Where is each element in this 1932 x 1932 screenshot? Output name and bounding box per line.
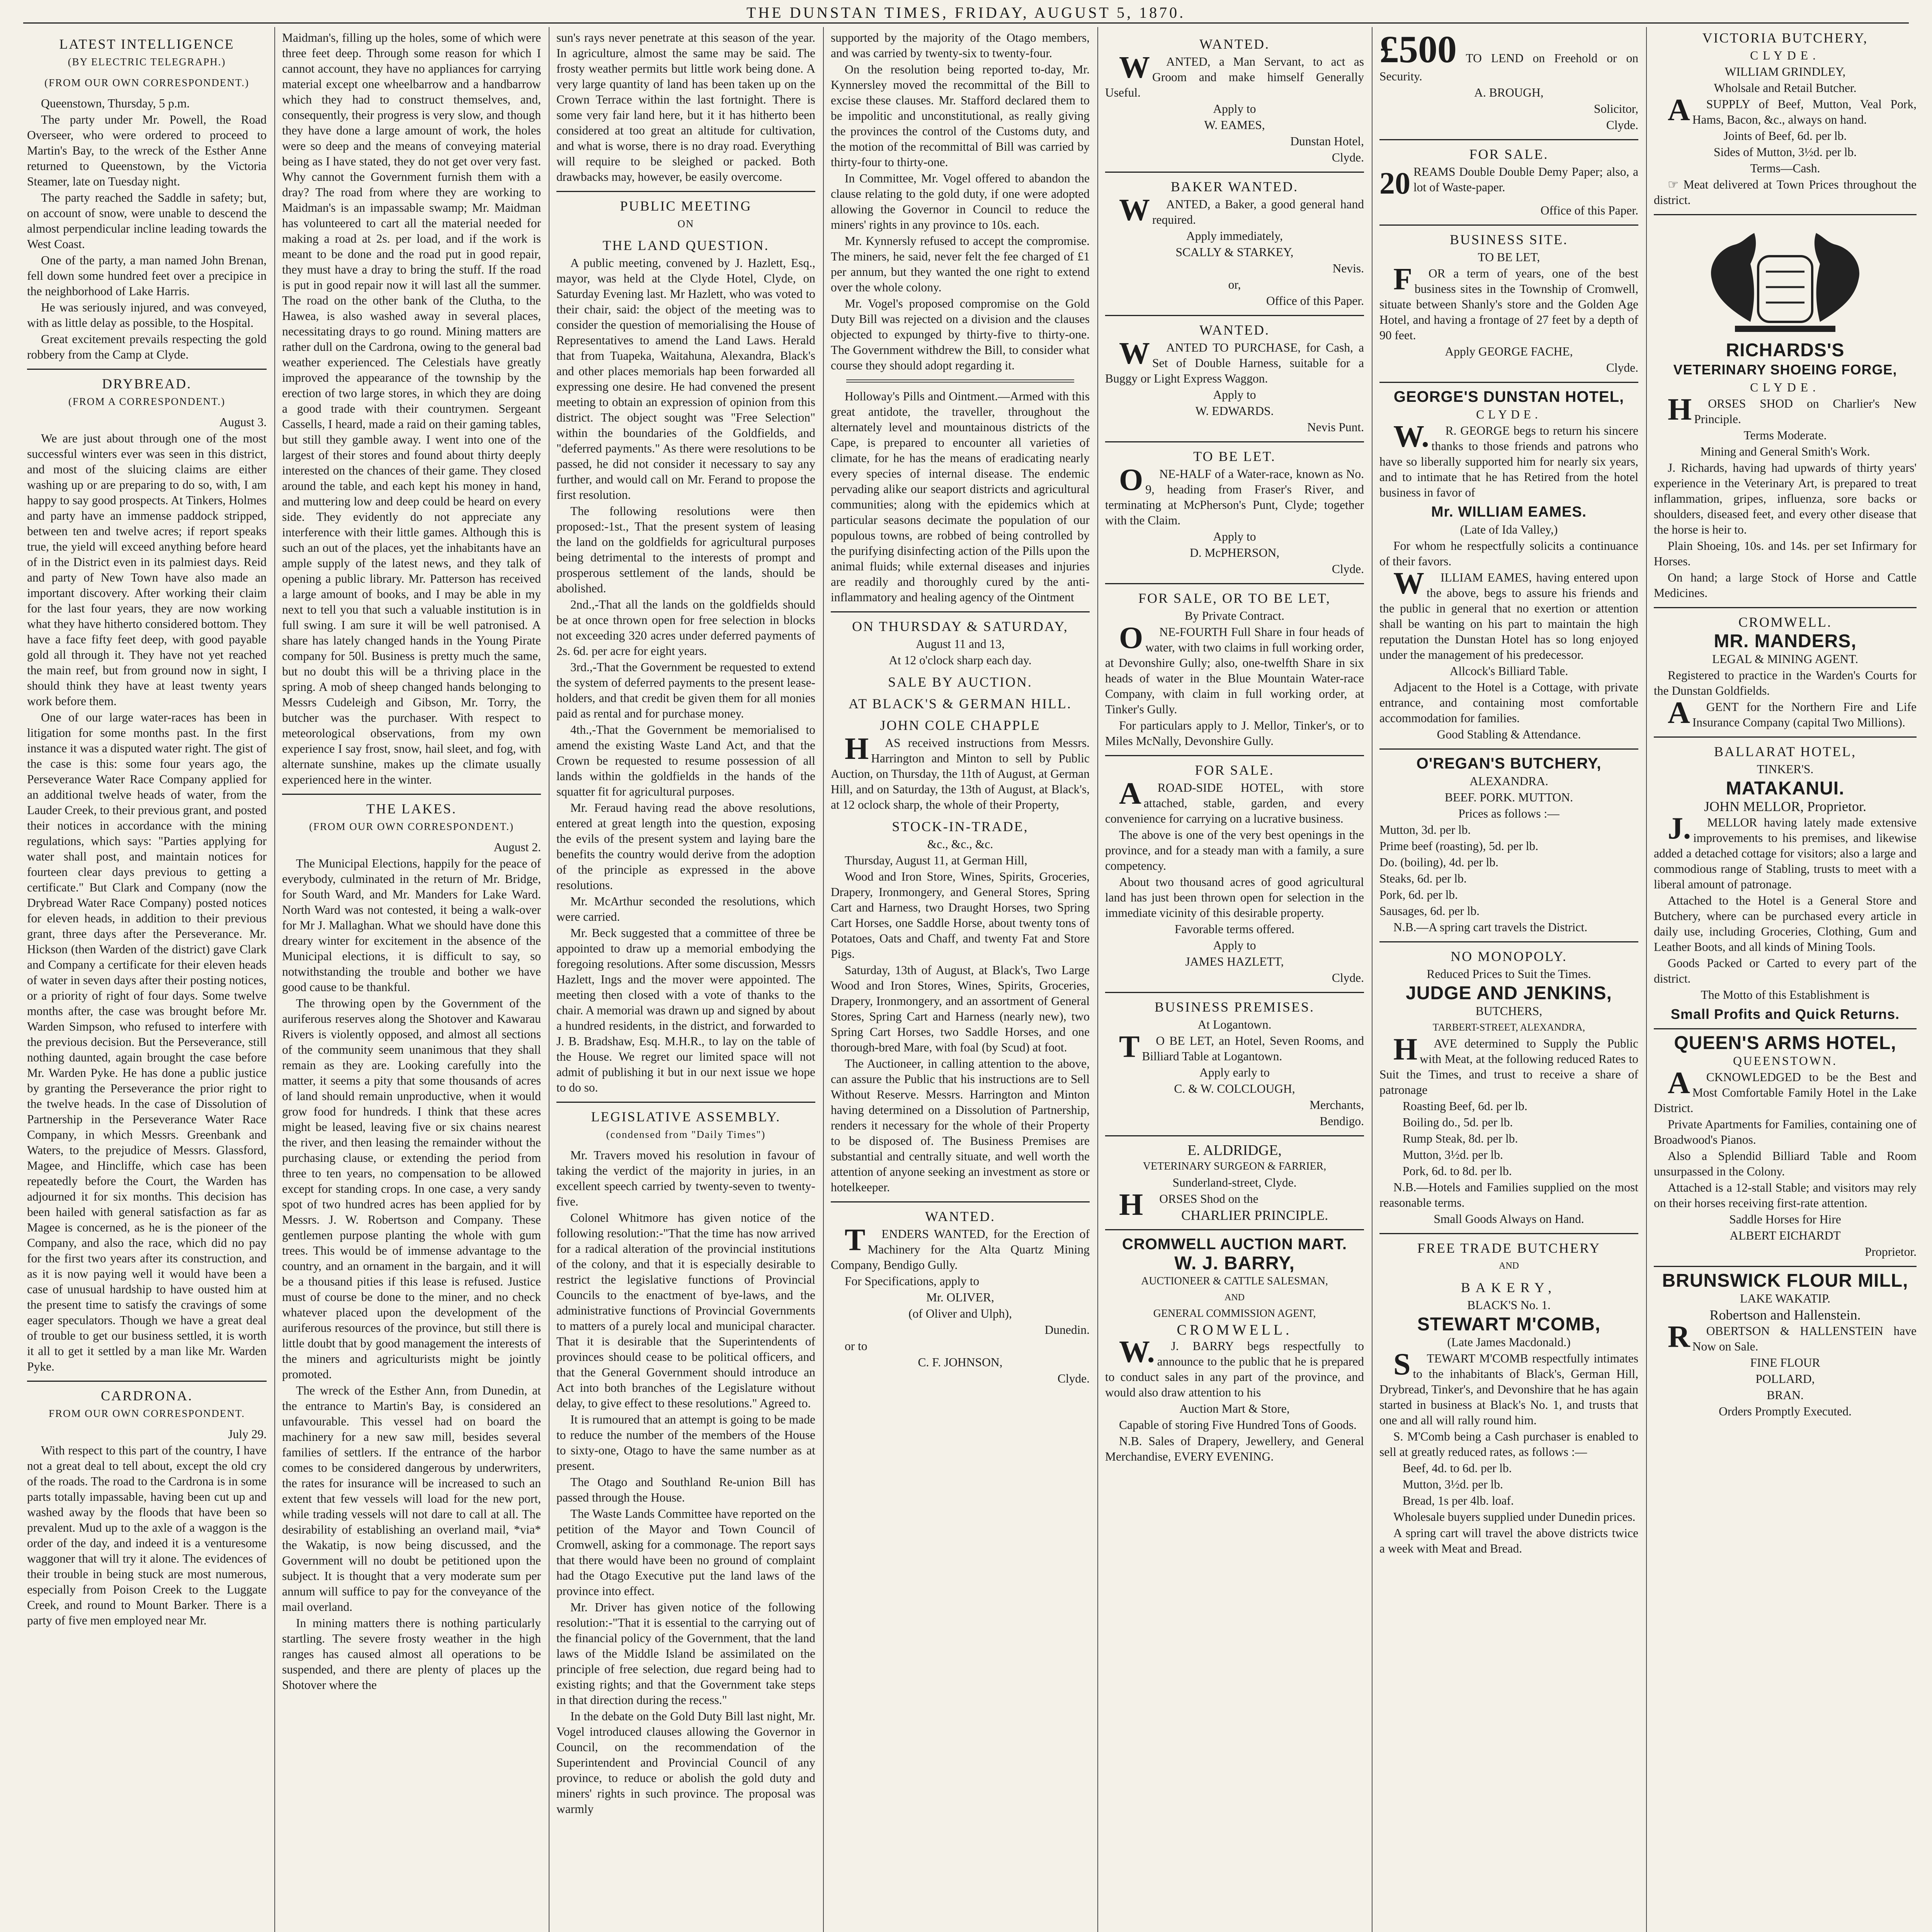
ad-line: Mining and General Smith's Work. <box>1700 445 1870 458</box>
paragraph: supported by the majority of the Otago members, and was carried by twenty-six to twenty-four. <box>831 31 1090 60</box>
paragraph: Holloway's Pills and Ointment.—Armed with this great antidote, the traveller, throughout the alternately level and mountainous districts of the Cape, is prepared to encounter all varieties of climate, for he has the means of eradicating nearly every species of internal disease. The endemic pervading alike our seaport districts and agricultural communities; along with the epidemics which at particular seasons decimate the population of our populous towns, are robbed of being controlled by the purifying disinfecting action of the Pills upon the animal fluids; while external diseases and injuries are readily and thoroughly cured by the anti-inflammatory and healing agency of the Ointment <box>831 389 1090 604</box>
ad-line: Terms—Cash. <box>1750 162 1820 175</box>
divider <box>1654 1266 1917 1267</box>
ad-body: ASUPPLY of Beef, Mutton, Veal Pork, Hams, Bacon, &c., always on hand. <box>1668 93 1917 127</box>
divider <box>1379 139 1638 140</box>
price-line: Pork, 6d. to 8d. per lb. <box>1403 1164 1512 1178</box>
ad-line: Merchants, <box>1310 1098 1364 1112</box>
paragraph: Mr. Beck suggested that a committee of three be appointed to draw up a memorial embodying the foregoing resolutions. After some discussion, Messrs Hazlett, Ings and the mover were appointed. The meeting then closed with a vote of thanks to the chair. A memorial was drawn up and signed by about a hundred residents, in the district, and forwarded to J. B. Bradshaw, Esq. M.H.R., to lay on the table of the House. We regret our limited space will not admit of publishing it but in our next issue we hope to do so. <box>556 926 815 1094</box>
divider <box>1379 1233 1638 1234</box>
ad-line: JOHN MELLOR, Proprietor. <box>1704 799 1866 814</box>
paragraph: The throwing open by the Government of the auriferous reserves along the Shotover and Kawarau Rivers is violently opposed, and almost all sections of the community seem unanimous that they shall remain as they are. Looking carefully into the matter, it seems a pity that some thousands of acres of land should remain unproductive, when it would grow food for hundreds. I think that these acres might be leased, leaving five or six chains nearest the river, and then leasing the remainder without the purchasing clause, or extending the period from three to ten years, no compensation to be allowed except for standing crops. In one case, a very sandy spot of two hundred acres has been applied for by Messrs. J. W. Robertson and Company. These gentlemen purpose planting the whole with gum trees. This would be of immense advantage to the country, and an ornament in the bargain, and it will be a thousand pities if this lease is refused. Justice must of course be done to the miner, and no check whatever placed upon the development of the auriferous resources of the province, but still there is little doubt that by good management the interests of the miners and agriculturists might be jointly promoted. <box>282 997 541 1381</box>
ad-body <box>1654 177 1917 208</box>
ad-line: Apply to <box>1213 530 1256 543</box>
ad-body: W.J. BARRY begs respectfully to announce to the public that he is prepared to conduct sales in any part of the province, and would also draw attention to his <box>1105 1335 1364 1399</box>
ad-line: A. BROUGH, <box>1474 86 1544 99</box>
divider <box>1105 172 1364 173</box>
ad-line: C. & W. COLCLOUGH, <box>1174 1082 1295 1095</box>
ad-heading: JOHN COLE CHAPPLE <box>880 718 1041 733</box>
ad-line: Saddle Horses for Hire <box>1729 1213 1841 1226</box>
ad-heading: NO MONOPOLY. <box>1451 949 1567 964</box>
ad-heading: WANTED. <box>1199 322 1270 338</box>
ad-line: Terms Moderate. <box>1743 429 1827 442</box>
ad-line: Apply to <box>1213 388 1256 401</box>
ad-line: Sunderland-street, Clyde. <box>1172 1176 1297 1189</box>
paragraph: 4th.,-That the Government be memorialised to amend the existing Waste Land Act, and that the Crown be requested to resume possession of all lands within the goldfields in the hands of the squatter fit for agricultural purposes. <box>556 723 815 798</box>
ad-line: Apply immediately, <box>1186 229 1283 243</box>
ad-line: Small Goods Always on Hand. <box>1434 1212 1584 1226</box>
paragraph: It is rumoured that an attempt is going to be made to reduce the number of the members of the House to sixty-one, Otago to have the same number as at present. <box>556 1413 815 1473</box>
ad-line: The Motto of this Establishment is <box>1701 988 1870 1002</box>
ad-line: At Logantown. <box>1197 1018 1272 1031</box>
ad-line: Wholsale and Retail Butcher. <box>1714 81 1857 95</box>
divider <box>556 191 815 192</box>
ad-line: ALEXANDRA. <box>1469 774 1548 788</box>
ad-heading: STOCK-IN-TRADE, <box>892 819 1029 834</box>
ad-line: Dunedin. <box>1044 1323 1090 1337</box>
paragraph: We are just about through one of the most successful winters ever was seen in this district, and most of the sluicing claims are either washing up or are preparing to do so, with, I am happy to say good prospects. At Tinkers, Holmes and party have an immense paddock stripped, between ten and twelve acres; if report speaks true, the yield will exceed anything before heard of in the District even in its palmiest days. Reid and party of New Town have also made an important discovery. After working their claim for the last four years, they are now working what they have hitherto considered bottom. They have a face fifty feet deep, with good payable gold all through it. They have not yet reached the main reef, but from ground now in sight, I should think they have at least twenty years work before them. <box>27 432 267 708</box>
ad-line: BLACK'S No. 1. <box>1467 1298 1551 1312</box>
ad-body: S. M'Comb being a Cash purchaser is enabled to sell at greatly reduced rates, as follows :— <box>1379 1430 1638 1459</box>
ad-body: HORSES Shod on the <box>1119 1188 1259 1222</box>
ad-body: Plain Shoeing, 10s. and 14s. per set Infirmary for Horses. <box>1654 539 1917 568</box>
ad-amount: £500 <box>1379 30 1457 71</box>
paragraph: The Municipal Elections, happily for the peace of everybody, culminated in the return of Mr. Bridge, for South Ward, and Mr. Manders for Lake Ward. North Ward was not contested, it being a walk-over for Mr J. Mallaghan. What we should have done this dreary winter for excitement in the absence of the Municipal elections, it is difficult to say, so notwithstanding the trouble and bother we have good cause to be thankful. <box>282 857 541 994</box>
ad-body: W.R. GEORGE begs to return his sincere thanks to those friends and patrons who have so liberally supported him for nearly six years, and to intimate that he has Retired from the hotel business in favor of <box>1379 420 1638 499</box>
paragraph: Colonel Whitmore has given notice of the following resolution:-"That the time has now arrived for a radical alteration of the provincial institutions of the colony, and that it is especially desirable to restrict the legislative functions of Provincial Councils to the enactment of bye-laws, and the administrative functions of Provincial Governments to matters of a purely local and municipal character. That it is desirable that the Superintendents of provinces should cease to be political officers, and that the General Government should introduce an Act into both branches of the Legislature without delay, to give effect to these resolutions." Agreed to. <box>556 1211 815 1410</box>
ad-line: CLYDE. <box>1750 381 1820 394</box>
ad-line: Orders Promptly Executed. <box>1719 1405 1852 1418</box>
paragraph: He was seriously injured, and was conveyed, with as little delay as possible, to the Hospital. <box>27 301 267 330</box>
ad-line: LEGAL & MINING AGENT. <box>1712 652 1858 666</box>
ad-body: AROAD-SIDE HOTEL, with store attached, stable, garden, and every convenience for carrying on a lucrative business. <box>1105 777 1364 825</box>
divider <box>1105 992 1364 993</box>
ad-line: CLYDE. <box>1476 408 1542 421</box>
ad-body: Wholesale buyers supplied under Dunedin prices. <box>1393 1510 1636 1524</box>
ad-line: Meat delivered at Town Prices throughout the district. <box>1654 178 1917 207</box>
paragraph: In mining matters there is nothing particularly startling. The severe frosty weather in the high ranges has caused almost all operations to be suspended, and there are plenty of places up the Shotover where the <box>282 1616 541 1692</box>
ad-body: Private Apartments for Families, containing one of Broadwood's Pianos. <box>1654 1117 1917 1146</box>
ad-body: A spring cart will travel the above districts twice a week with Meat and Bread. <box>1379 1526 1638 1555</box>
paragraph: In the debate on the Gold Duty Bill last night, Mr. Vogel introduced clauses allowing the Governor in Council, on the recommendation of the Superintendent and Provincial Council of any province, to reduce or abolish the gold duty and miners' rights in such province. The proposal was warmly <box>556 1709 815 1816</box>
ad-line: W. EDWARDS. <box>1195 404 1274 418</box>
ad-line: BRAN. <box>1767 1388 1804 1402</box>
ad-line: POLLARD, <box>1755 1372 1815 1386</box>
ad-heading: BALLARAT HOTEL, <box>1714 744 1857 759</box>
ad-line: QUEENSTOWN. <box>1733 1054 1838 1068</box>
ad-line: Clyde. <box>1057 1372 1090 1385</box>
paragraph: Great excitement prevails respecting the gold robbery from the Camp at Clyde. <box>27 332 267 361</box>
ad-body: HAS received instructions from Messrs. Harrington and Minton to sell by Public Auction, on Thursday, the 11th of August, at German Hill, and on Saturday, the 13th of August, at Black's, at 12 oclock sharp, the whole of their Property, <box>831 732 1090 811</box>
section-subheading: (BY ELECTRIC TELEGRAPH.) <box>68 56 226 68</box>
ad-line: CROMWELL. <box>1177 1322 1293 1338</box>
ad-body: Capable of storing Five Hundred Tons of Goods. <box>1119 1418 1357 1432</box>
section-subheading: (condensed from "Daily Times") <box>606 1129 766 1140</box>
divider <box>1105 755 1364 756</box>
column-rule <box>274 27 275 1932</box>
ad-line: For Specifications, apply to <box>845 1274 980 1288</box>
section-subheading: (FROM OUR OWN CORRESPONDENT.) <box>44 77 250 88</box>
ad-line: or to <box>845 1339 867 1353</box>
ad-body: Wood and Iron Store, Wines, Spirits, Groceries, Drapery, Ironmongery, and General Stores, Spring Cart and Harness, two Draught Horses, two Spring Cart Horses, one Saddle Horse, about twenty tons of Potatoes, Oats and Chaff, and twenty Fat and Store Pigs. <box>831 870 1090 961</box>
section-heading: THE LAKES. <box>366 801 457 816</box>
ad-body: N.B.—Hotels and Families supplied on the most reasonable terms. <box>1379 1180 1638 1209</box>
ad-line: (Late James Macdonald.) <box>1447 1335 1571 1349</box>
price-line: Bread, 1s per 4lb. loaf. <box>1403 1494 1514 1507</box>
divider <box>1105 1229 1364 1230</box>
ad-body: Also a Splendid Billiard Table and Room unsurpassed in the Colony. <box>1654 1149 1917 1178</box>
ad-body: TENDERS WANTED, for the Erection of Machinery for the Alta Quartz Mining Company, Bendigo Gully. <box>831 1223 1090 1272</box>
ad-heading: TO BE LET. <box>1193 449 1276 464</box>
section-heading: PUBLIC MEETING <box>620 198 752 214</box>
paragraph: The wreck of the Esther Ann, from Dunedin, at the entrance to Martin's Bay, is considered an unfavourable. This vessel had on board the machinery for a new saw mill, besides several families of settlers. If the entrance of the harbor comes to be considered dangerous by underwriters, the rates for insurance will be increased to such an extent that few vessels will load for the new port, while trading vessels will not dare to call at all. The desirability of establishing an overland mail, *via* the Wakatip, is now being discussed, and the Government will no doubt be petitioned upon the subject. It is thought that a very moderate sum per annum will suffice to pay for the conveyance of the mail overland. <box>282 1384 541 1614</box>
ad-line: SCALLY & STARKEY, <box>1175 245 1294 259</box>
ad-line: WILLIAM GRINDLEY, <box>1725 65 1846 78</box>
ad-line: Mr. OLIVER, <box>926 1291 994 1304</box>
paragraph: Maidman's, filling up the holes, some of which were three feet deep. Through some reason for which I cannot account, they have no appliances for carrying material except one wheelbarrow and a handbarrow which they had to construct themselves, and, consequently, their progress is very slow, and though they have done a large amount of work, the holes were so deep and the means of conveying material being as I have stated, they do not get over very fast. Why cannot the Government furnish them with a dray? The road from where they are working to Maidman's is an impassable swamp; Mr. Maidman has volunteered to cart all the material needed for making a road at 2s. per load, and if the work is meant to be done and the road put in good repair, they must have a dray to bring the stuff. If the road is put in good repair now it will last all the summer. The road on the other bank of the Clutha, to the Hawea, is also washed away in several places, necessitating drays to go round. Mining matters are rather dull on the Cardrona, owing to the general bad weather experienced. The Celestials have greatly improved the appearance of the township by the erection of two large stores, in which they are doing a good trade with their countrymen. Sergeant Cassells, I heard, made a raid on their gaming tables, but still they gamble away. I went into one of the largest of their stores and found about thirty deeply interested on the chances of their game. They closed around the table, and each kept his money in hand, and muttering low and deep could be heard on every side. They evidently do not appreciate any interference with their little games. Although this is such an out of the places, yet the inhabitants have an ample supply of the latest news, and they talk of opening a public library. Mr. Patterson has received a large amount of books, and I may be able in my next to tell you that such a valuable institution is in full swing. I am sure it will be well patronised. A share has lately changed hands in the Young Pirate company for 50l. Business is pretty much the same, but no doubt this will be a thriving place in the spring. A mob of sheep changed hands belonging to Messrs Cudeleigh and Gibson, Mr. Torry, the butcher was the purchaser. With respect to meteorological observations, from my own experience I say frost, snow, hail sleet, and fog, with alternate sunshine, makes up the climate usually experienced here in the winter. <box>282 31 541 786</box>
dateline: August 3. <box>219 415 267 429</box>
divider <box>831 611 1090 612</box>
divider <box>1105 1135 1364 1136</box>
ad-line: E. ALDRIDGE, <box>1187 1142 1282 1158</box>
ad-line: Nevis. <box>1332 262 1364 275</box>
paragraph: The party under Mr. Powell, the Road Overseer, who were ordered to proceed to Martin's Bay, to the wreck of the Esther Anne returned to Queenstown, by the Victoria Steamer, late on Tuesday night. <box>27 113 267 188</box>
paragraph: Mr. Vogel's proposed compromise on the Gold Duty Bill was rejected on a division and the clauses objected to expunged by thirty-five to thirty-one. The Government withdrew the Bill, to consider what course they should adopt regarding it. <box>831 297 1090 372</box>
ad-line: By Private Contract. <box>1184 609 1285 622</box>
ad-title: O'REGAN'S BUTCHERY, <box>1416 755 1602 772</box>
price-line: Prime beef (roasting), 5d. per lb. <box>1379 839 1539 853</box>
paragraph: Mr. Travers moved his resolution in favour of taking the verdict of the majority in juries, in an excellent speech carried by twenty-seven to twenty-five. <box>556 1148 815 1208</box>
paragraph: One of our large water-races has been in litigation for some months past. In the first instance it was a disputed water right. The gist of the case is this: some four years ago, the Perseverance Water Race Company applied for an additional twelve heads of water, from the Lauder Creek, to their previous grant, and posted their notices in accordance with the mining regulations, which says: "Parties applying for water shall post, and maintain notices for fourteen clear days previous to getting a certificate." But Clark and Company (now the Drybread Water Race Company) posted notices for eleven heads, in addition to their previous grant, three days after the Perseverance. Mr. Hickson (then Warden of the district) gave Clark and Company a certificate for their eleven heads of water in seven days after their posting notices, or a priority of right of four days. Some twelve months after, the case was brought before Mr. Warden Simpson, who refused to interfere with the previous decision. But the Perseverance, still nothing daunted, again brought the case before Mr. Warden Pyke. He has done a public justice by granting the Perseverance the prior right to the twelve heads. In the case of Dissolution of Partnership in the Perseverance Water Race Company, in which Messrs. Greenbank and Waters, to the prejudice of Messrs. Glassford, Magee, and Hincliffe, which case has been repeatedly before the Court, the Warden has adjourned it for six months. This decision has been hailed with general satisfaction as far as Magee is concerned, as he is the pioneer of the Company, and also the race, which did no pay for the first two years after its construction, and as it is now paying well it would have been a case of unusual hardship to have ousted him at the present time to satisfy the cravings of some eager speculators. Though we have a great deal of trouble to get our business settled, it is worth it all to get it settled by a man like Mr. Warden Pyke. <box>27 711 267 1373</box>
ad-line: VETERINARY SURGEON & FARRIER, <box>1143 1160 1327 1172</box>
section-heading: DRYBREAD. <box>102 376 192 391</box>
ad-line: BUTCHERS, <box>1475 1004 1543 1018</box>
hand-pointer-icon: ☞ <box>1668 178 1679 191</box>
ad-line: TO LEND on Freehold or on Security. <box>1379 51 1638 83</box>
ad-heading: SALE BY AUCTION. <box>888 674 1032 690</box>
price-line: Mutton, 3½d. per lb. <box>1403 1478 1503 1491</box>
ad-heading: ON THURSDAY & SATURDAY, <box>852 619 1068 634</box>
column-2 <box>282 30 541 1932</box>
divider <box>282 794 541 795</box>
ad-line: AND <box>1499 1261 1519 1271</box>
ad-line: Good Stabling & Attendance. <box>1437 728 1581 741</box>
ad-body: ROBERTSON & HALLENSTEIN have Now on Sale. <box>1668 1320 1917 1354</box>
divider <box>27 1381 267 1382</box>
ad-line: W. EAMES, <box>1204 118 1265 132</box>
ad-line: CLYDE. <box>1750 49 1820 62</box>
price-line: Steaks, 6d. per lb. <box>1379 872 1467 885</box>
ad-body: ONE-HALF of a Water-race, known as No. 9, heading from Fraser's River, and terminating at McPherson's Punt, Clyde; together with the Claim. <box>1105 463 1364 527</box>
paragraph: 3rd.,-That the Government be requested to extend the system of deferred payments to the present lease-holders, and that credit be given them for all monies paid as rental and for purchase money. <box>556 660 815 720</box>
dateline: August 2. <box>493 840 541 854</box>
column-rule <box>823 27 824 1932</box>
ad-line: LAKE WAKATIP. <box>1740 1292 1830 1305</box>
ad-body: REAMS Double Double Demy Paper; also, a lot of Waste-paper. <box>1413 165 1638 194</box>
ad-line: (Late of Ida Valley,) <box>1460 523 1558 536</box>
column-6 <box>1379 30 1638 1932</box>
ad-amount: 20 <box>1379 167 1410 201</box>
paragraph: The party reached the Saddle in safety; but, on account of snow, were unable to descend the almost perpendicular incline leading towards the West Coast. <box>27 191 267 251</box>
price-line: Mutton, 3½d. per lb. <box>1403 1148 1503 1162</box>
ad-body: Saturday, 13th of August, at Black's, Two Large Wood and Iron Stores, Wines, Spirits, Groceries, Drapery, Ironmongery, and an assortment of General Stores, Spring Cart and Harness (nearly new), two Spring Cart Horses, two Saddle Horses, and one thorough-bred Mare, with foal (by Scud) at foot. <box>831 963 1090 1054</box>
ad-heading: FOR SALE, OR TO BE LET, <box>1138 590 1331 606</box>
ad-heading: WANTED. <box>925 1209 995 1224</box>
paragraph: The following resolutions were then proposed:-1st., That the present system of leasing the land on the goldfields for agricultural purposes being detrimental to the interests of prompt and prosperous settlement of the lands, should be abolished. <box>556 504 815 595</box>
ad-line: Office of this Paper. <box>1540 204 1638 217</box>
ad-title: Small Profits and Quick Returns. <box>1670 1006 1900 1022</box>
ad-body: For whom he respectfully solicits a continuance of their favors. <box>1379 539 1638 568</box>
price-line: Do. (boiling), 4d. per lb. <box>1379 855 1498 869</box>
ad-line: Office of this Paper. <box>1266 294 1364 308</box>
ad-line: Nevis Punt. <box>1307 420 1364 434</box>
paragraph: On the resolution being reported to-day, Mr. Kynnersley moved the recommittal of the Bill to excise these clauses. Mr. Stafford declared them to be impolitic and unconstitutional, as really giving the provinces the control of the Customs duty, and the motion of the recommittal of Bill was carried by thirty-four to thirty-one. <box>831 63 1090 169</box>
ad-body: About two thousand acres of good agricultural land has just been thrown open for selection in the immediate vicinity of this desirable property. <box>1105 875 1364 920</box>
ad-title: MR. MANDERS, <box>1714 631 1857 651</box>
ad-body: FOR a term of years, one of the best business sites in the Township of Cromwell, situate between Shanly's store and the Golden Age Hotel, and having a frontage of 27 feet by a depth of 90 feet. <box>1379 262 1638 342</box>
column-1 <box>27 30 267 1932</box>
ad-body: AGENT for the Northern Fire and Life Insurance Company (capital Two Millions). <box>1668 696 1917 730</box>
ad-heading: FOR SALE. <box>1195 762 1274 778</box>
section-heading: LEGISLATIVE ASSEMBLY. <box>591 1109 781 1124</box>
divider <box>1654 607 1917 608</box>
ad-line: Clyde. <box>1332 562 1364 576</box>
ad-body: WANTED, a Man Servant, to act as Groom and make himself Generally Useful. <box>1105 51 1364 99</box>
ad-heading: CROMWELL. <box>1738 614 1832 630</box>
ad-body: Adjacent to the Hotel is a Cottage, with private entrance, and containing most comfortable accommodation for families. <box>1379 680 1638 725</box>
ad-heading: BUSINESS SITE. <box>1449 232 1568 247</box>
ad-title: JUDGE AND JENKINS, <box>1406 983 1612 1003</box>
ad-line: Robertson and Hallenstein. <box>1709 1307 1861 1323</box>
ad-line: Clyde. <box>1606 118 1638 132</box>
divider <box>831 1201 1090 1202</box>
horses-crest-icon <box>1677 221 1893 337</box>
ad-body: Registered to practice in the Warden's Courts for the Dunstan Goldfields. <box>1654 668 1917 697</box>
ad-body: N.B. Sales of Drapery, Jewellery, and General Merchandise, EVERY EVENING. <box>1105 1434 1364 1463</box>
paragraph: 2nd.,-That all the lands on the goldfields should be at once thrown open for free selection in blocks not exceeding 320 acres under deferred payments of 2s. 6d. per acre for eight years. <box>556 598 815 658</box>
divider <box>1379 748 1638 750</box>
divider <box>1379 941 1638 942</box>
ad-body: For particulars apply to J. Mellor, Tinker's, or to Miles McNally, Devonshire Gully. <box>1105 719 1364 748</box>
section-subheading: FROM OUR OWN CORRESPONDENT. <box>48 1408 245 1419</box>
ad-title: MATAKANUI. <box>1726 778 1845 799</box>
ad-line: Proprietor. <box>1865 1245 1917 1259</box>
ad-title: VETERINARY SHOEING FORGE, <box>1673 362 1897 378</box>
ad-title: QUEEN'S ARMS HOTEL, <box>1674 1033 1896 1053</box>
ad-line: Clyde. <box>1332 971 1364 985</box>
paragraph: Mr. Feraud having read the above resolutions, entered at great length into the question, exposing the evils of the present system and laying bare the benefits the country would derive from the adoption of the principle as expressed in the above resolutions. <box>556 801 815 892</box>
price-line: Boiling do., 5d. per lb. <box>1403 1116 1513 1129</box>
column-rule <box>1097 27 1098 1932</box>
ad-line: ALBERT EICHARDT <box>1730 1229 1841 1242</box>
ad-heading: VICTORIA BUTCHERY, <box>1702 30 1868 46</box>
ad-line: Prices as follows :— <box>1458 807 1560 820</box>
ad-body: On hand; a large Stock of Horse and Cattle Medicines. <box>1654 571 1917 600</box>
paragraph: A public meeting, convened by J. Hazlett, Esq., mayor, was held at the Clyde Hotel, Clyde, on Saturday Evening last. Mr Hazlett, who was voted to their chair, said: the object of the meeting was to consider the question of memorialising the House of Representatives to amend the Land Laws. Herald that from Tuapeka, Waitahuna, Alexandra, Black's and other places memorials hap been forwarded all expressing one desire. He had convened the present meeting to obtain an expression of opinion from this district. The object sought was "Free Selection" within the boundaries of the Goldfields, and "deferred payments." As there were resolutions to be passed, he did not consider it necessary to say any further, and would call on Mr. Ferand to propose the first resolution. <box>556 256 815 502</box>
ad-line: Dunstan Hotel, <box>1290 134 1364 148</box>
ad-title: BRUNSWICK FLOUR MILL, <box>1662 1270 1908 1291</box>
ad-line: Joints of Beef, 6d. per lb. <box>1723 129 1847 143</box>
ad-line: Apply early to <box>1199 1066 1270 1079</box>
ad-line: JAMES HAZLETT, <box>1185 955 1284 968</box>
section-subheading: (FROM A CORRESPONDENT.) <box>68 396 226 407</box>
ad-body: The Auctioneer, in calling attention to the above, can assure the Public that his instructions are to Sell Without Reserve. Messrs. Harrington and Minton having determined on a Dissolution of Partnership, renders it necessary for the whole of their Property to be disposed of. The Business Premises are substantial and centrally situate, and well worth the attention of anyone seeking an investment as store or hotelkeeper. <box>831 1057 1090 1194</box>
masthead: THE DUNSTAN TIMES, FRIDAY, AUGUST 5, 1870. <box>23 3 1909 24</box>
ad-line: C. F. JOHNSON, <box>918 1355 1003 1369</box>
divider <box>1654 214 1917 215</box>
ad-title: STEWART M'COMB, <box>1417 1314 1601 1335</box>
ad-line: Clyde. <box>1332 151 1364 164</box>
divider <box>1105 583 1364 584</box>
ad-line: CHARLIER PRINCIPLE. <box>1181 1208 1328 1223</box>
ad-body: Goods Packed or Carted to every part of the district. <box>1654 956 1917 985</box>
ad-heading: BAKER WANTED. <box>1170 179 1299 194</box>
ad-line: Favorable terms offered. <box>1175 922 1294 936</box>
price-line: Mutton, 3d. per lb. <box>1379 823 1471 837</box>
ad-body: Attached is a 12-stall Stable; and visitors may rely on their horses receiving first-rate attention. <box>1654 1181 1917 1210</box>
section-subheading: (FROM OUR OWN CORRESPONDENT.) <box>309 821 514 832</box>
price-line: Roasting Beef, 6d. per lb. <box>1403 1099 1527 1113</box>
ad-body: HAVE determined to Supply the Public with Meat, at the following reduced Rates to Suit the Times, and trust to receive a share of patronage <box>1379 1032 1638 1097</box>
section-heading: LATEST INTELLIGENCE <box>59 36 235 52</box>
column-rule <box>1646 27 1647 1932</box>
ad-body: HORSES SHOD on Charlier's New Principle. <box>1668 393 1917 427</box>
ad-title: Mr. WILLIAM EAMES. <box>1431 504 1587 520</box>
ad-heading: AT BLACK'S & GERMAN HILL. <box>849 696 1072 711</box>
ad-body: J. Richards, having had upwards of thirty years' experience in the Veterinary Art, is prepared to treat inflammation, gripes, influenza, sore backs or shoulders, diseased feet, and every other disease that the horse is heir to. <box>1654 461 1917 536</box>
ad-line: Auction Mart & Store, <box>1179 1402 1290 1415</box>
divider <box>27 369 267 370</box>
section-heading: THE LAND QUESTION. <box>602 238 769 253</box>
ad-line: AND <box>1225 1293 1245 1303</box>
ad-body: Attached to the Hotel is a General Store and Butchery, where can be purchased every article in daily use, including Groceries, Clothing, Gum and Leather Boots, and all kinds of Mining Tools. <box>1654 894 1917 954</box>
ad-body: N.B.—A spring cart travels the District. <box>1393 920 1588 934</box>
ad-body: ONE-FOURTH Full Share in four heads of water, with two claims in full working order, at Devonshire Gully; also, one-twelfth Share in six heads of water in the Blue Mountain Water-race Company, with claim in full working order, at Tinker's Gully. <box>1105 621 1364 716</box>
divider <box>1105 441 1364 442</box>
ad-line: GENERAL COMMISSION AGENT, <box>1153 1308 1316 1320</box>
ad-line: (of Oliver and Ulph), <box>908 1307 1012 1320</box>
price-line: Pork, 6d. per lb. <box>1379 888 1458 901</box>
dateline: July 29. <box>228 1427 267 1441</box>
dateline: Queenstown, Thursday, 5 p.m. <box>41 97 190 110</box>
paragraph: In Committee, Mr. Vogel offered to abandon the clause relating to the gold duty, if one were adopted allowing the Governor in Council to reduce the miners' rights in any province to 10s. each. <box>831 172 1090 231</box>
ad-heading: FREE TRADE BUTCHERY <box>1417 1240 1601 1256</box>
divider <box>1654 736 1917 738</box>
paragraph: With respect to this part of the country, I have not a great deal to tell about, except the old cry of the roads. The road to the Cardrona is in some parts totally impassable, having been cut up and washed away by the floods that have been so prevalent. Mud up to the axle of a waggon is the order of the day, and indeed it is a venturesome waggoner that will try it alone. The evidences of their trouble in being stuck are most numerous, especially from Poison Creek to the Luggate Creek, and round to Mount Barker. There is a party of five men employed near Mr. <box>27 1444 267 1627</box>
ad-body: Thursday, August 11, at German Hill, <box>845 854 1027 867</box>
ad-heading: WANTED. <box>1199 36 1270 52</box>
ad-line: Reduced Prices to Suit the Times. <box>1427 967 1591 981</box>
divider <box>556 1102 815 1103</box>
paragraph: One of the party, a man named John Brenan, fell down some hundred feet over a precipice in the neighborhood of Lake Harris. <box>27 253 267 298</box>
ad-line: AUCTIONEER & CATTLE SALESMAN, <box>1141 1275 1328 1287</box>
divider <box>1379 224 1638 226</box>
ad-line: TO BE LET, <box>1478 250 1540 264</box>
ad-body: J.MELLOR having lately made extensive improvements to his premises, and likewise added a detached cottage for visitors; also a large and commodious range of Stabling, trusts to meet with a liberal amount of patronage. <box>1654 811 1917 891</box>
ad-line: Apply GEORGE FACHE, <box>1445 345 1573 358</box>
ad-heading: FOR SALE. <box>1469 146 1549 162</box>
ad-line: Solicitor, <box>1594 102 1638 116</box>
ad-title: W. J. BARRY, <box>1174 1253 1295 1274</box>
section-subheading: ON <box>677 218 694 230</box>
paragraph: Mr. Kynnersly refused to accept the compromise. The miners, he said, never felt the fee charged of £1 per annum, but they wanted the one right to extend over the whole colony. <box>831 234 1090 294</box>
ad-body: ACKNOWLEDGED to be the Best and Most Comfortable Family Hotel in the Lake District. <box>1654 1066 1917 1115</box>
ad-body: TO BE LET, an Hotel, Seven Rooms, and Billiard Table at Logantown. <box>1119 1030 1364 1064</box>
ad-line: or, <box>1228 278 1241 291</box>
ad-title: RICHARDS'S <box>1726 340 1845 361</box>
divider <box>1379 382 1638 383</box>
ad-title: GEORGE'S DUNSTAN HOTEL, <box>1393 388 1624 405</box>
ad-line: BEEF. PORK. MUTTON. <box>1444 791 1573 804</box>
paragraph: Mr. Driver has given notice of the following resolution:-"That it is essential to the carrying out of the financial policy of the Government, that the land laws of the Middle Island be assimilated on the principle of free selection, due regard being had to existing rights; and that the Government take steps in that direction during the recess." <box>556 1600 815 1707</box>
column-3 <box>556 30 815 1932</box>
divider <box>846 379 1074 383</box>
divider <box>1105 315 1364 316</box>
ad-line: Allcock's Billiard Table. <box>1449 664 1568 678</box>
column-5 <box>1105 30 1364 1932</box>
ad-heading: BUSINESS PREMISES. <box>1154 999 1315 1015</box>
ad-body: WANTED, a Baker, a good general hand required. <box>1119 193 1364 227</box>
ad-line: FINE FLOUR <box>1750 1356 1820 1369</box>
ad-line: Apply to <box>1213 939 1256 952</box>
ad-line: Sides of Mutton, 3½d. per lb. <box>1713 145 1857 159</box>
ad-line: Clyde. <box>1606 361 1638 374</box>
price-line: Sausages, 6d. per lb. <box>1379 904 1480 918</box>
ad-body: WILLIAM EAMES, having entered upon the above, begs to assure his friends and the public in general that no exertion or attention shall be wanting on his part to maintain the high reputation the Dunstan Hotel has so long enjoyed under the management of his predecessor. <box>1379 566 1638 662</box>
section-heading: CARDRONA. <box>100 1388 193 1403</box>
ad-line: Apply to <box>1213 102 1256 116</box>
price-line: Beef, 4d. to 6d. per lb. <box>1403 1461 1512 1475</box>
ad-line: TINKER'S. <box>1757 762 1814 776</box>
ad-heading: BAKERY, <box>1461 1280 1557 1295</box>
price-line: Rump Steak, 8d. per lb. <box>1403 1132 1518 1145</box>
ad-line: TARBERT-STREET, ALEXANDRA, <box>1432 1022 1585 1033</box>
divider <box>1654 1028 1917 1029</box>
ad-body: WANTED TO PURCHASE, for Cash, a Set of Double Harness, suitable for a Buggy or Light Express Waggon. <box>1105 337 1364 385</box>
ad-line: August 11 and 13, <box>916 637 1005 651</box>
paragraph: sun's rays never penetrate at this season of the year. In agriculture, almost the same may be said. The frosty weather permits but little work being done. A very large quantity of land has been taken up on the Crown Terrace within the last fortnight. There is some very fair land here, but it it has hitherto been considered at too great an altitude for cultivation, and what is worse, there is no dray road. Everything will require to be sleighed or packed. Both drawbacks may, however, be easily overcome. <box>556 31 815 184</box>
paragraph: The Waste Lands Committee have reported on the petition of the Mayor and Town Council of Cromwell, asking for a commonage. The report says that there would have been no ground of complaint had the Otago Executive put the land laws of the province into effect. <box>556 1507 815 1598</box>
paragraph: Mr. McArthur seconded the resolutions, which were carried. <box>556 895 815 923</box>
paragraph: The Otago and Southland Re-union Bill has passed through the House. <box>556 1475 815 1504</box>
ad-body: The above is one of the very best openings in the province, and for a steady man with a family, a sure competency. <box>1105 828 1364 872</box>
ad-line: At 12 o'clock sharp each day. <box>889 653 1032 667</box>
ad-line: &c., &c., &c. <box>927 837 993 851</box>
column-4 <box>831 30 1090 1932</box>
column-7 <box>1654 30 1917 1932</box>
ad-line: Bendigo. <box>1320 1114 1364 1128</box>
ad-title: CROMWELL AUCTION MART. <box>1122 1236 1347 1253</box>
ad-line: D. McPHERSON, <box>1190 546 1279 560</box>
ad-body: STEWART M'COMB respectfully intimates to the inhabitants of Black's, German Hill, Drybread, Tinker's, and Devonshire that he has again started in business at Black's No. 1, and trusts that one and all will rally round him. <box>1379 1347 1638 1427</box>
